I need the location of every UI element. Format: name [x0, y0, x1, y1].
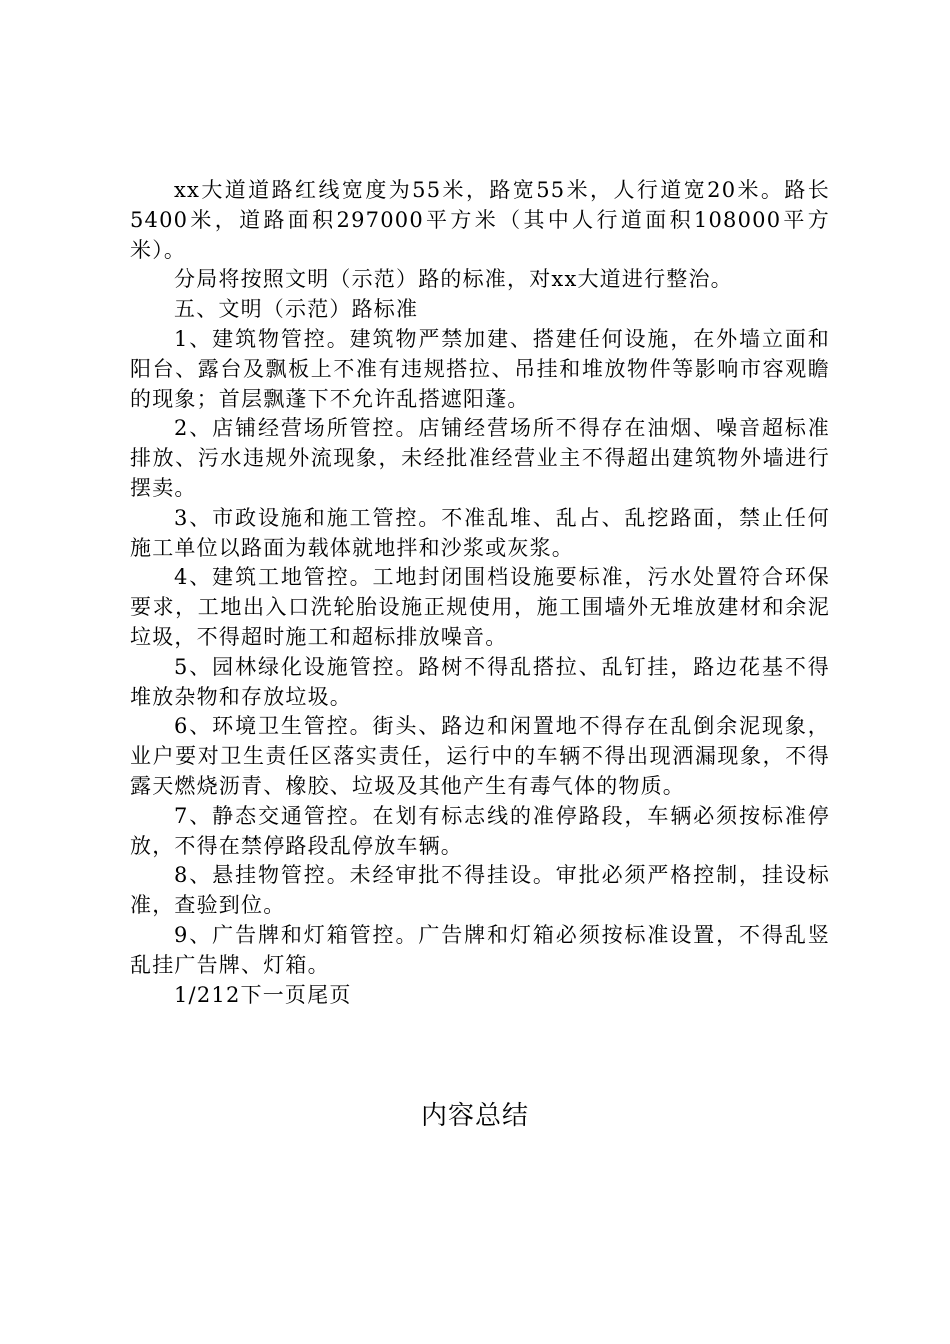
list-item-shop-control: 2、店铺经营场所管控。店铺经营场所不得存在油烟、噪音超标准排放、污水违规外流现象，未经批准经营业主不得超出建筑物外墙进行摆卖。 [130, 416, 830, 500]
list-item-traffic-control: 7、静态交通管控。在划有标志线的准停路段，车辆必须按标准停放，不得在禁停路段乱停放车辆。 [130, 803, 830, 858]
paragraph-road-specs: xx大道道路红线宽度为55米，路宽55米，人行道宽20米。路长5400米，道路面积297000平方米（其中人行道面积108000平方米）。 [130, 178, 830, 262]
list-item-billboard-control: 9、广告牌和灯箱管控。广告牌和灯箱必须按标准设置，不得乱竖乱挂广告牌、灯箱。 [130, 922, 830, 977]
paragraph-rectification-plan: 分局将按照文明（示范）路的标准，对xx大道进行整治。 [174, 267, 733, 292]
list-item-hanging-objects-control: 8、悬挂物管控。未经审批不得挂设。审批必须严格控制，挂设标准，查验到位。 [130, 863, 830, 918]
list-item-building-control: 1、建筑物管控。建筑物严禁加建、搭建任何设施，在外墙立面和阳台、露台及飘板上不准有违规搭拉、吊挂和堆放物件等影响市容观瞻的现象；首层飘蓬下不允许乱搭遮阳蓬。 [130, 326, 830, 411]
list-item-sanitation-control: 6、环境卫生管控。街头、路边和闲置地不得存在乱倒余泥现象，业户要对卫生责任区落实责任，运行中的车辆不得出现洒漏现象，不得露天燃烧沥青、橡胶、垃圾及其他产生有毒气体的物质。 [130, 714, 830, 798]
list-item-greening-control: 5、园林绿化设施管控。路树不得乱搭拉、乱钉挂，路边花基不得堆放杂物和存放垃圾。 [130, 654, 830, 709]
list-item-municipal-control: 3、市政设施和施工管控。不准乱堆、乱占、乱挖路面，禁止任何施工单位以路面为载体就地拌和沙浆或灰浆。 [130, 505, 830, 560]
document-body [130, 176, 830, 1010]
section-heading-standards: 五、文明（示范）路标准 [174, 297, 419, 322]
summary-heading: 内容总结 [420, 1101, 529, 1131]
pagination-links[interactable]: 1/212下一页尾页 [174, 982, 352, 1007]
list-item-construction-site-control: 4、建筑工地管控。工地封闭围档设施要标准，污水处置符合环保要求，工地出入口洗轮胎设施正规使用，施工围墙外无堆放建材和余泥垃圾，不得超时施工和超标排放噪音。 [130, 565, 830, 649]
